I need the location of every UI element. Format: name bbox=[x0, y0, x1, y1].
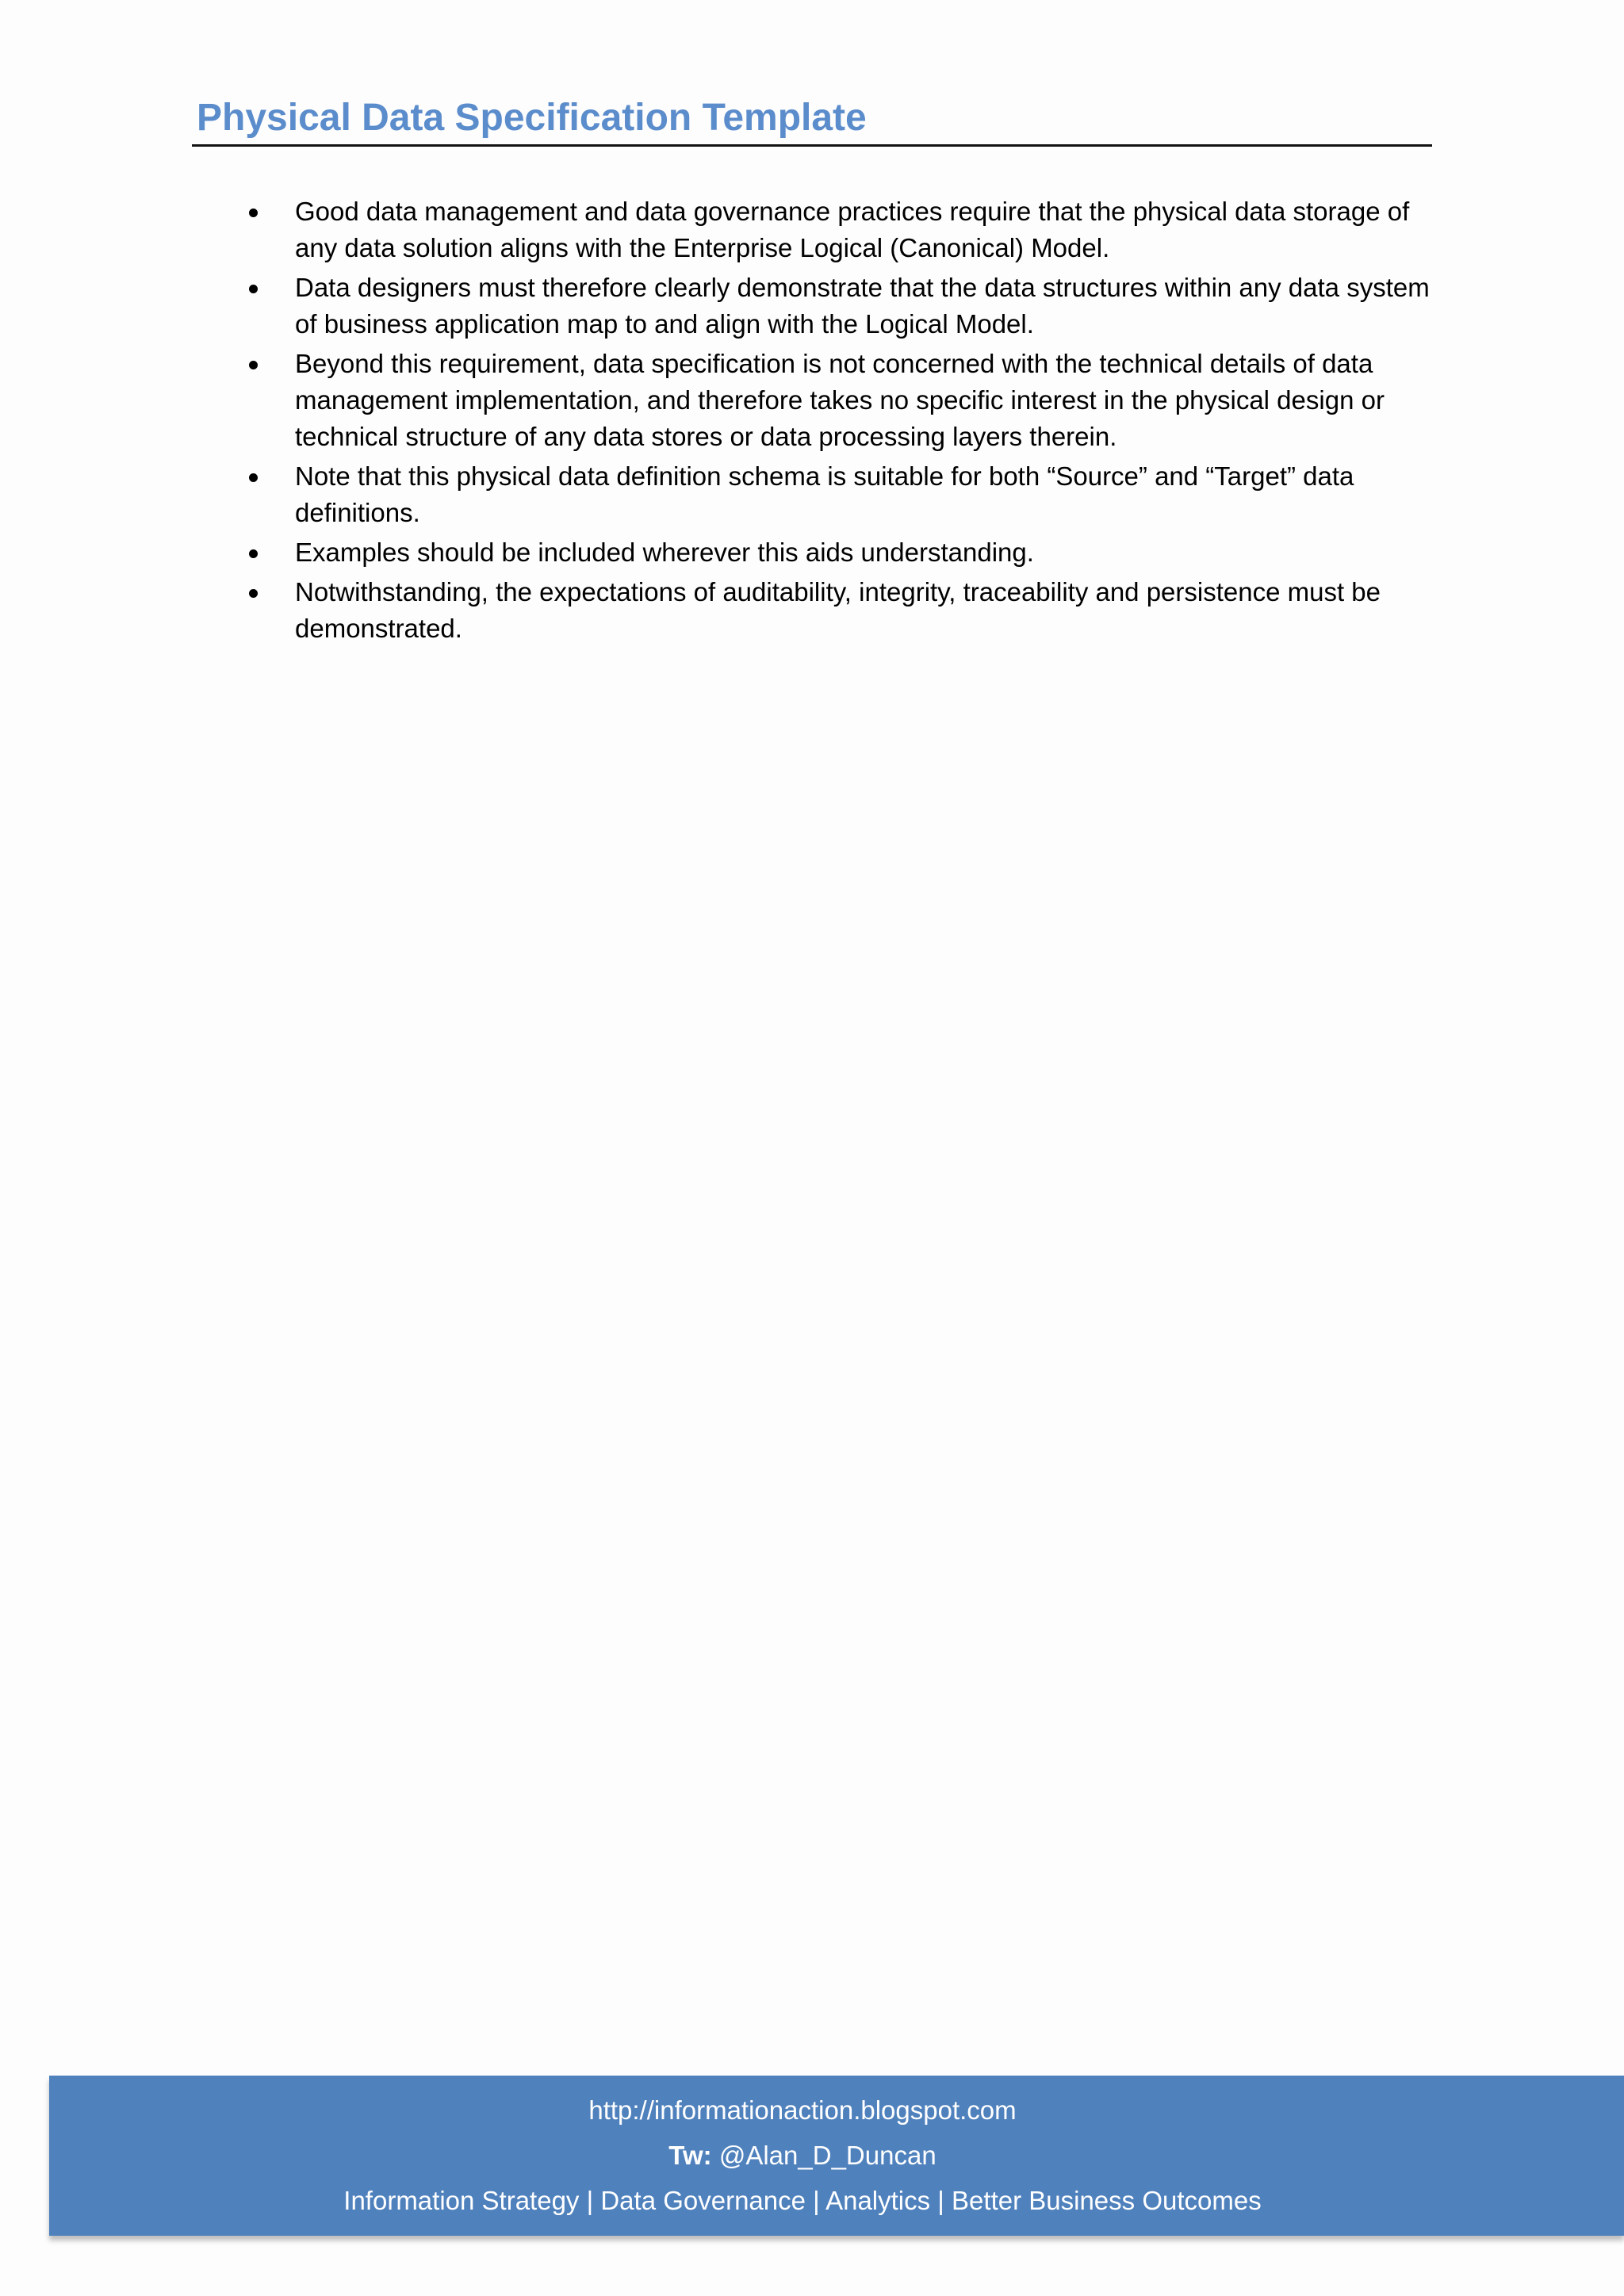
bullet-dot-icon bbox=[249, 473, 258, 482]
footer-banner bbox=[49, 2076, 1624, 2236]
bullet-dot-icon bbox=[249, 209, 258, 217]
bullet-dot-icon bbox=[249, 549, 258, 558]
bullet-dot-icon bbox=[249, 589, 258, 598]
bullet-text: Note that this physical data definition schema is suitable for both “Source” and “Target” data definitions. bbox=[295, 461, 1354, 527]
bullet-item bbox=[238, 270, 1443, 342]
bullet-item bbox=[238, 574, 1443, 647]
bullet-item bbox=[238, 193, 1443, 266]
bullet-text: Good data management and data governance practices require that the physical data storage of any data solution aligns with the Enterprise Logical (Canonical) Model. bbox=[295, 197, 1410, 262]
bullet-dot-icon bbox=[249, 285, 258, 293]
bullet-text: Data designers must therefore clearly demonstrate that the data structures within any data system of business application map to and align with the Logical Model. bbox=[295, 273, 1430, 339]
footer-url-line bbox=[49, 2095, 1556, 2126]
footer-twitter-line bbox=[49, 2140, 1556, 2172]
bullet-item bbox=[238, 534, 1443, 571]
twitter-handle: @Alan_D_Duncan bbox=[718, 2141, 936, 2170]
bullet-item bbox=[238, 346, 1443, 455]
bullet-dot-icon bbox=[249, 361, 258, 369]
page-title: Physical Data Specification Template bbox=[197, 97, 867, 139]
bullet-text: Examples should be included wherever this aids understanding. bbox=[295, 538, 1034, 567]
footer-tagline: Information Strategy | Data Governance | Analytics | Better Business Outcomes bbox=[343, 2186, 1262, 2215]
bullet-list bbox=[238, 193, 1443, 650]
bullet-text: Beyond this requirement, data specification is not concerned with the technical details of data management implementation, and therefore takes no specific interest in the physical design or technical structure of any data stores or data processing layers therein. bbox=[295, 349, 1385, 451]
twitter-label: Tw: bbox=[668, 2141, 712, 2170]
title-section bbox=[192, 89, 1432, 147]
footer-url-link[interactable]: http://informationaction.blogspot.com bbox=[588, 2095, 1017, 2125]
bullet-text: Notwithstanding, the expectations of auditability, integrity, traceability and persistence must be demonstrated. bbox=[295, 577, 1381, 643]
bullet-item bbox=[238, 458, 1443, 531]
